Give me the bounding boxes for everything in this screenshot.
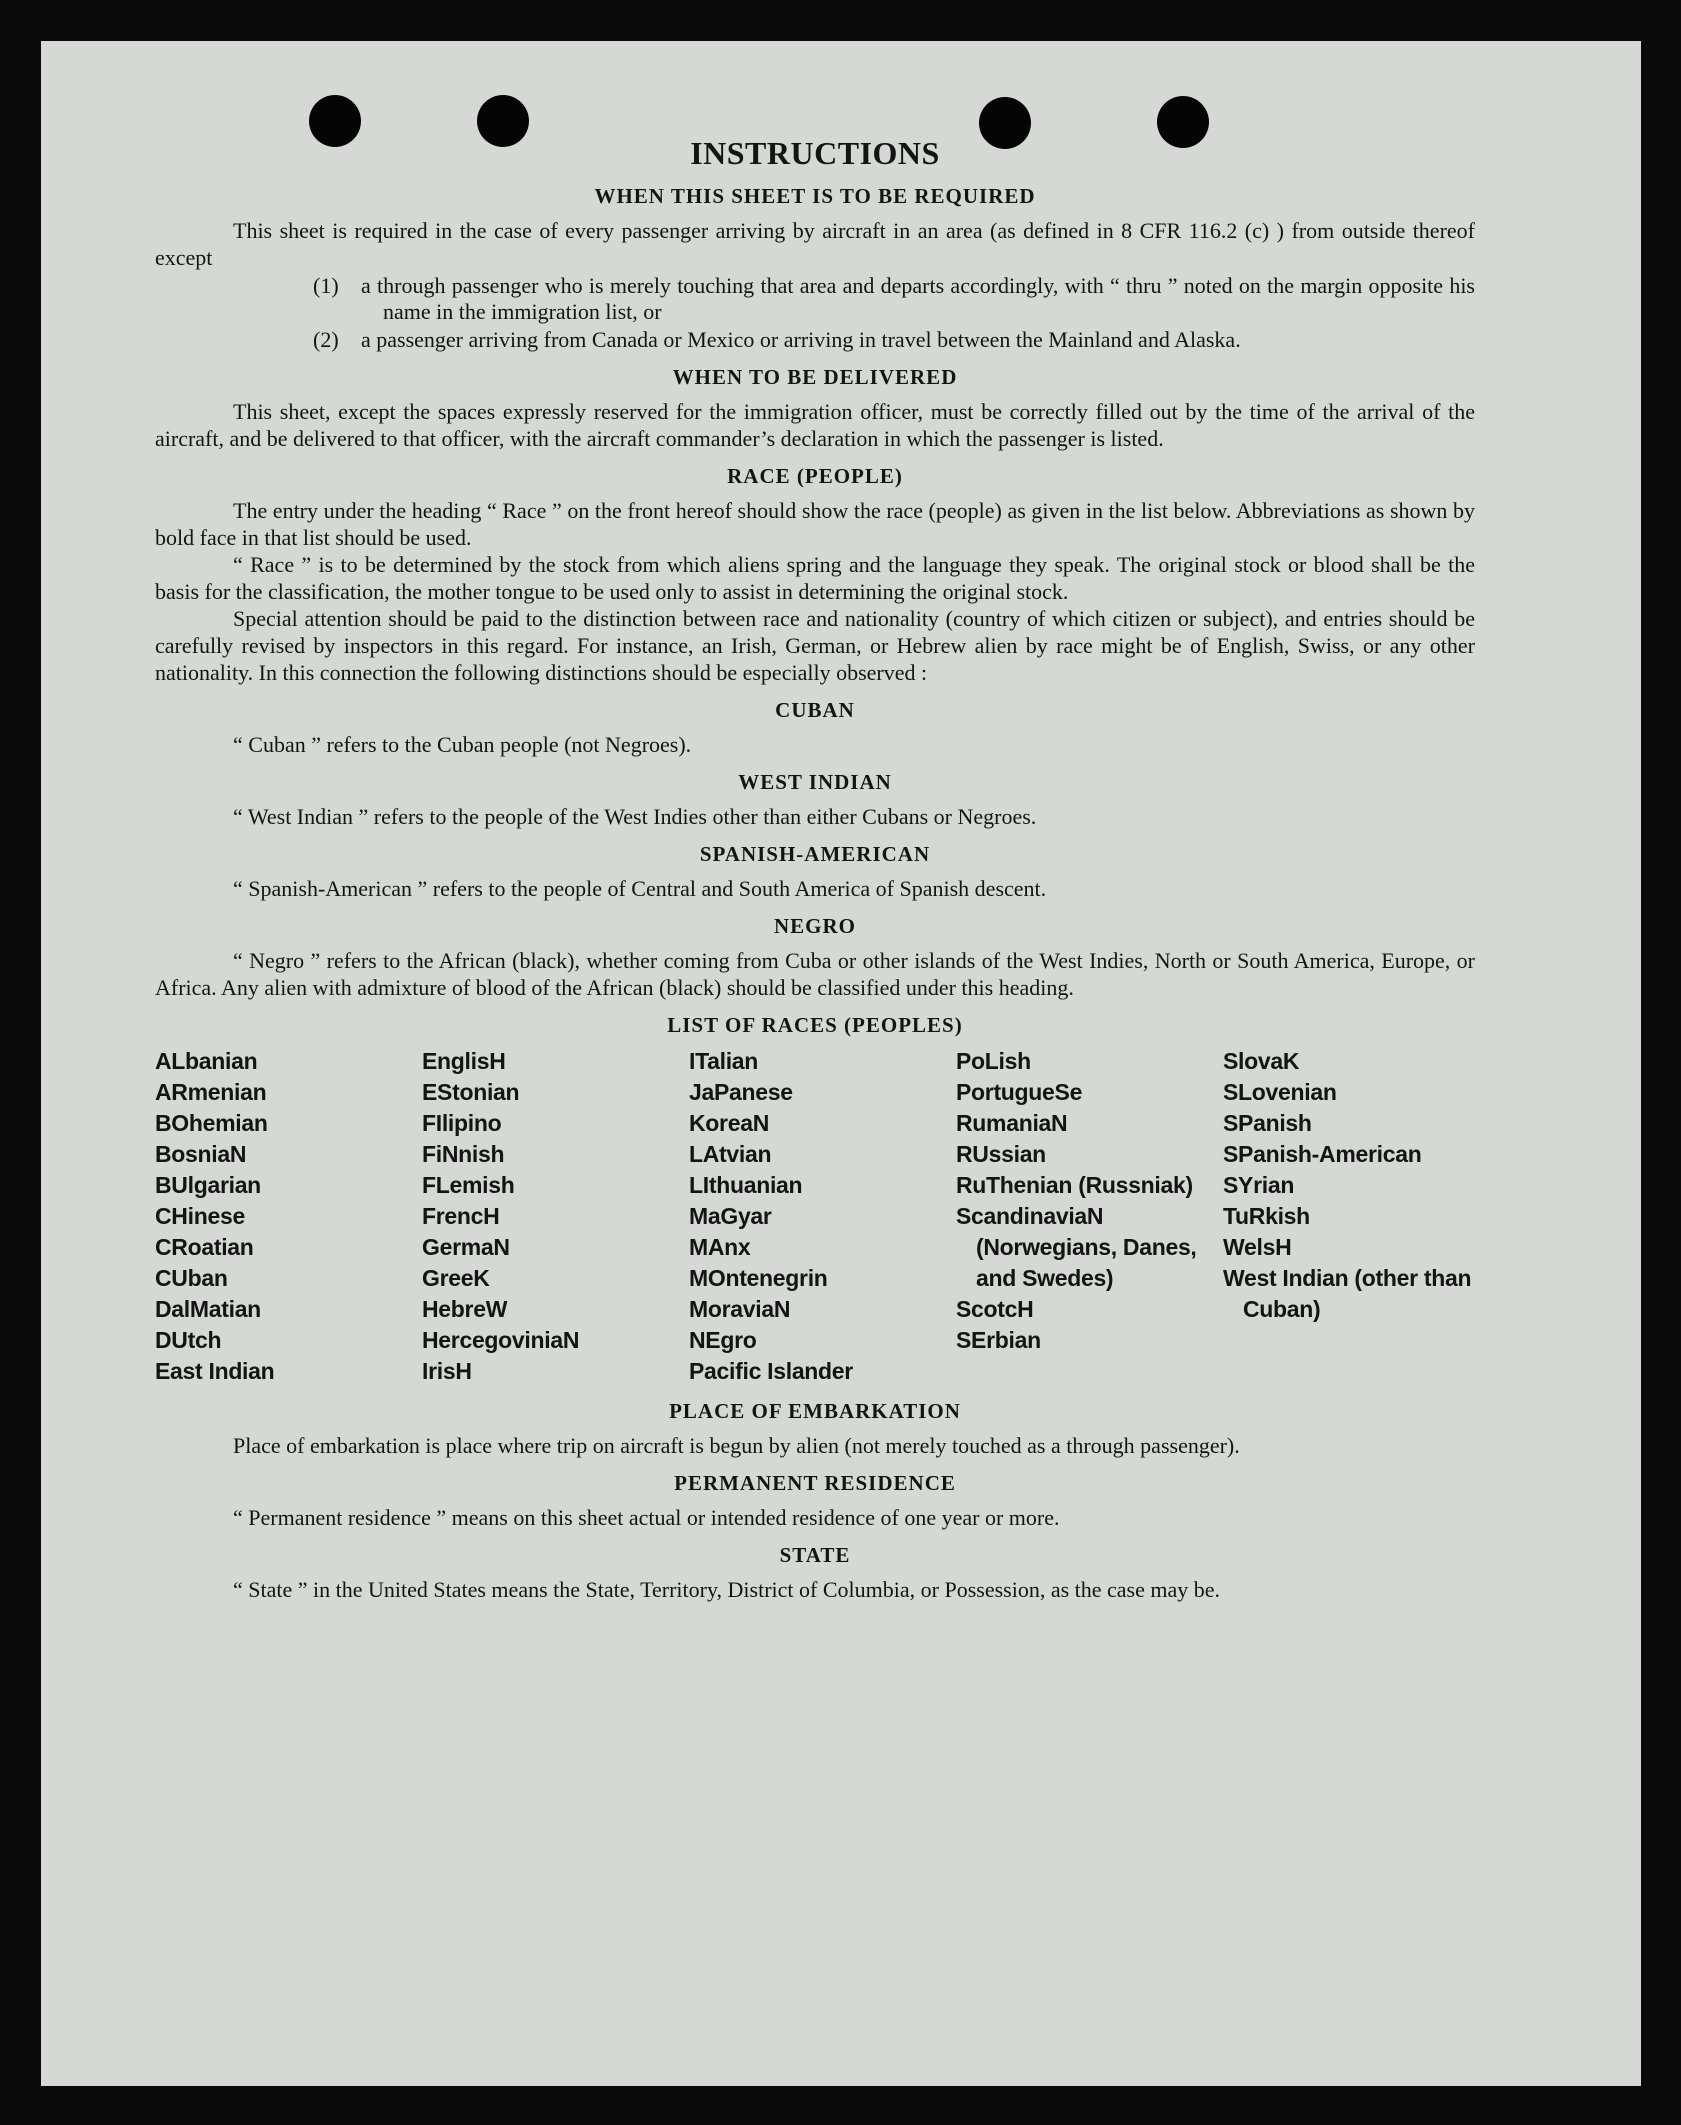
race-item: RumaniaN [956,1110,1068,1136]
section-heading: WEST INDIAN [738,770,892,794]
race-item: MAnx [689,1234,751,1260]
race-item: East Indian [155,1358,275,1384]
item-text: a through passenger who is merely touching that area and departs accordingly, with “ thru ” noted on the margin opposite his name in the immigration list, or [361,273,1475,324]
instructions-content [155,135,1475,1603]
race-item: HercegoviniaN [422,1327,580,1353]
race-item: FrencH [422,1203,500,1229]
race-list [155,1046,1475,1387]
page-title: INSTRUCTIONS [690,135,940,171]
race-column [689,1046,956,1387]
race-item: DalMatian [155,1296,261,1322]
paragraph: This sheet, except the spaces expressly reserved for the immigration officer, must be correctly filled out by the time of the arrival of the aircraft, and be delivered to that officer, with the aircraft commander’s declaration in which the passenger is listed. [155,399,1475,451]
race-item: EnglisH [422,1048,506,1074]
race-item: CRoatian [155,1234,254,1260]
race-item: PoLish [956,1048,1031,1074]
race-item: MoraviaN [689,1296,791,1322]
paragraph: “ Cuban ” refers to the Cuban people (not Negroes). [233,732,692,757]
race-item: SPanish-American [1223,1141,1422,1167]
race-item: LAtvian [689,1141,772,1167]
paragraph: “ West Indian ” refers to the people of the West Indies other than either Cubans or Negroes. [233,804,1037,829]
race-item: RUssian [956,1141,1046,1167]
section-heading: SPANISH-AMERICAN [699,842,931,866]
race-item: PortugueSe [956,1079,1083,1105]
race-item: IrisH [422,1358,472,1384]
section-heading: NEGRO [773,914,856,938]
race-item: ITalian [689,1048,759,1074]
race-item: FLemish [422,1172,515,1198]
race-item: SlovaK [1223,1048,1300,1074]
race-item: RuThenian (Russniak) [956,1172,1193,1198]
item-text: a passenger arriving from Canada or Mexico or arriving in travel between the Mainland and Alaska. [361,327,1241,352]
race-item: JaPanese [689,1079,793,1105]
race-item: SLovenian [1223,1079,1337,1105]
paragraph: “ Permanent residence ” means on this sheet actual or intended residence of one year or more. [233,1505,1060,1530]
race-item: DUtch [155,1327,222,1353]
item-number: (1) [313,273,339,298]
race-item: GreeK [422,1265,490,1291]
race-item: HebreW [422,1296,508,1322]
paragraph: Place of embarkation is place where trip on aircraft is begun by alien (not merely touched as a through passenger). [233,1433,1240,1458]
race-column [956,1046,1223,1387]
section-heading: WHEN THIS SHEET IS TO BE REQUIRED [594,184,1036,208]
section-heading: PLACE OF EMBARKATION [669,1399,961,1423]
race-item: Pacific Islander [689,1358,853,1384]
paragraph: “ Spanish-American ” refers to the people of Central and South America of Spanish descent. [233,876,1047,901]
race-item: CUban [155,1265,228,1291]
section-heading: RACE (PEOPLE) [727,464,903,488]
section-heading: STATE [779,1543,851,1567]
paragraph: “ State ” in the United States means the State, Territory, District of Columbia, or Possession, as the case may be. [233,1577,1221,1602]
race-item: BosniaN [155,1141,247,1167]
race-item: ScotcH [956,1296,1034,1322]
paragraph: “ Negro ” refers to the African (black), whether coming from Cuba or other islands of the West Indies, North or South America, Europe, or Africa. Any alien with admixture of blood of the African (black) should be classified under this heading. [155,948,1475,1000]
item-number: (2) [313,327,339,352]
race-item: WelsH [1223,1234,1292,1260]
race-item: BUlgarian [155,1172,261,1198]
race-item: EStonian [422,1079,520,1105]
race-item: West Indian (other than Cuban) [1223,1265,1472,1322]
race-item: FIlipino [422,1110,502,1136]
race-item: ARmenian [155,1079,267,1105]
list-item [313,327,1475,353]
race-item: ALbanian [155,1048,258,1074]
race-column [155,1046,422,1387]
paragraph: “ Race ” is to be determined by the stock from which aliens spring and the language they speak. The original stock or blood shall be the basis for the classification, the mother tongue to be used only to assist in determining the original stock. [155,552,1475,604]
race-item: SYrian [1223,1172,1295,1198]
race-item: MOntenegrin [689,1265,828,1291]
section-heading: LIST OF RACES (PEOPLES) [667,1013,963,1037]
race-item: CHinese [155,1203,245,1229]
race-item: BOhemian [155,1110,268,1136]
race-column [1223,1046,1475,1387]
race-item: KoreaN [689,1110,770,1136]
race-item: FiNnish [422,1141,505,1167]
race-item: ScandinaviaN (Norwegians, Danes, and Swedes) [956,1203,1197,1291]
race-item: MaGyar [689,1203,772,1229]
paragraph: This sheet is required in the case of every passenger arriving by aircraft in an area (as defined in 8 CFR 116.2 (c) ) from outside thereof except [155,218,1475,270]
race-item: GermaN [422,1234,510,1260]
race-item: SPanish [1223,1110,1312,1136]
race-item: LIthuanian [689,1172,803,1198]
section-heading: PERMANENT RESIDENCE [674,1471,956,1495]
paragraph: Special attention should be paid to the distinction between race and nationality (country of which citizen or subject), and entries should be carefully revised by inspectors in this regard. For instance, an Irish, German, or Hebrew alien by race might be of English, Swiss, or any other nationality. In this connection the following distinctions should be especially observed : [155,606,1475,685]
race-column [422,1046,689,1387]
race-item: NEgro [689,1327,757,1353]
paragraph: The entry under the heading “ Race ” on the front hereof should show the race (people) as given in the list below. Abbreviations as shown by bold face in that list should be used. [155,498,1475,550]
race-item: TuRkish [1223,1203,1310,1229]
section-heading: CUBAN [775,698,855,722]
list-item [313,273,1475,325]
race-item: SErbian [956,1327,1041,1353]
section-heading: WHEN TO BE DELIVERED [672,365,958,389]
